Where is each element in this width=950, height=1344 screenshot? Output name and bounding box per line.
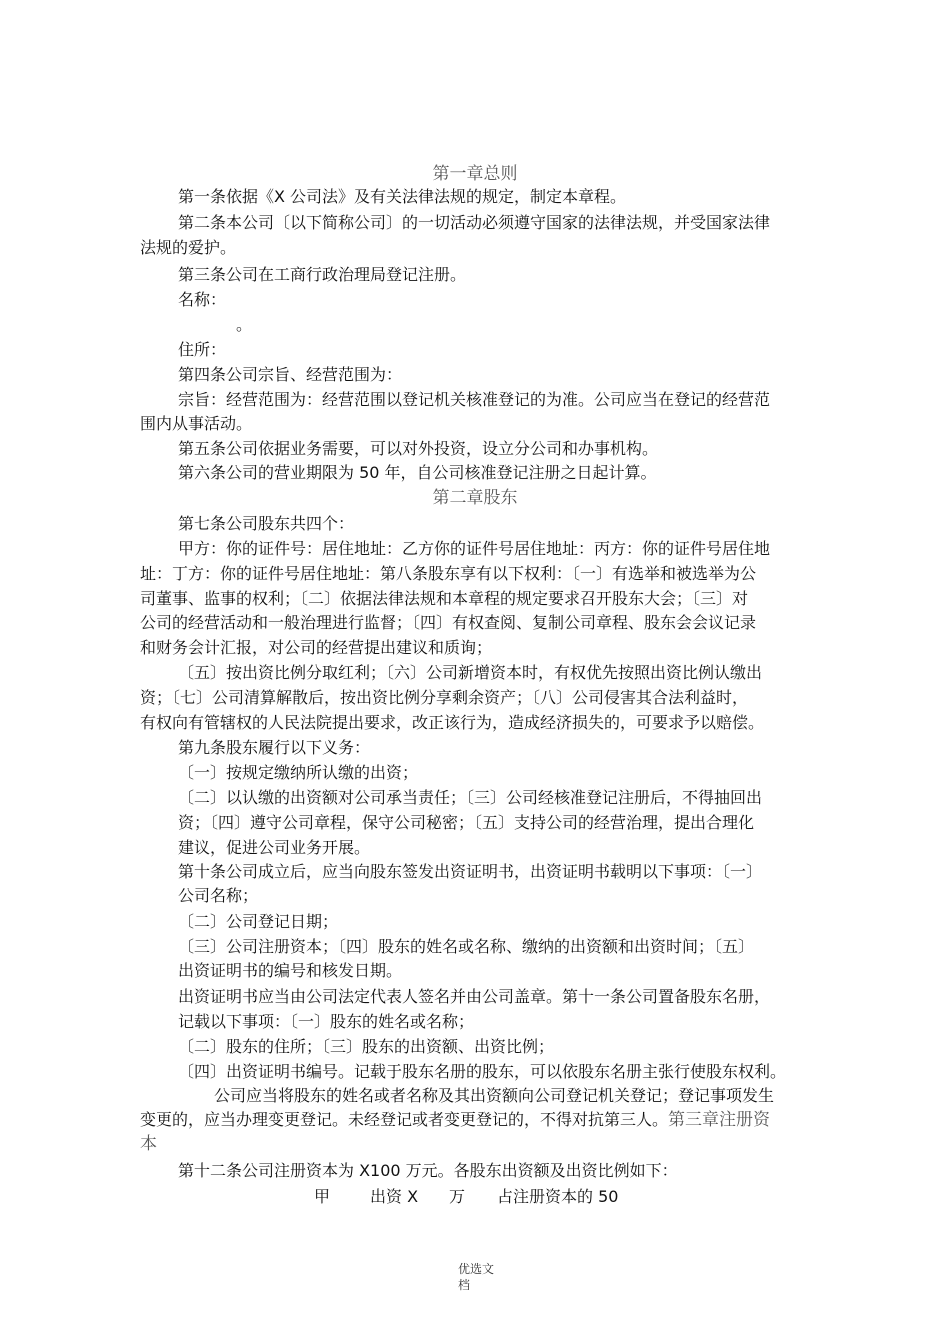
article-11-line-6	[140, 1109, 770, 1131]
article-9: 第九条股东履行以下义务：	[178, 738, 371, 757]
article-4-scope-line-1: 宗旨：经营范围为：经营范围以登记机关核准登记的为准。公司应当在登记的经营范	[178, 390, 771, 409]
article-1: 第一条依据《X 公司法》及有关法律法规的规定，制定本章程。	[178, 187, 627, 206]
chapter-3-title-part-2: 本	[140, 1134, 157, 1154]
article-5: 第五条公司依据业务需要，可以对外投资，设立分公司和办事机构。	[178, 439, 659, 458]
rights-line-3: 有权向有管辖权的人民法院提出要求，改正该行为，造成经济损失的，可要求予以赔偿。	[140, 713, 765, 732]
article-7: 第七条公司股东共四个：	[178, 514, 355, 533]
name-value-period: 。	[236, 315, 253, 334]
article-10-line-4: 〔三〕公司注册资本；〔四〕股东的姓名或名称、缴纳的出资额和出资时间；〔五〕	[178, 937, 755, 956]
shareholders-line-4: 公司的经营活动和一般治理进行监督；〔四〕有权查阅、复制公司章程、股东会会议记录	[140, 613, 757, 632]
chapter-1-title: 第一章总则	[432, 164, 518, 184]
capital-row-ratio: 占注册资本的 50	[497, 1187, 619, 1206]
obligation-2-line-3: 建议，促进公司业务开展。	[178, 838, 371, 857]
article-2-line-2: 法规的爱护。	[140, 238, 237, 257]
article-10-line-5: 出资证明书的编号和核发日期。	[178, 961, 403, 980]
chapter-3-title-part-1: 第三章注册资	[668, 1110, 771, 1130]
article-2-line-1: 第二条本公司〔以下简称公司〕的一切活动必须遵守国家的法律法规，并受国家法律	[178, 213, 771, 232]
capital-row-unit: 万	[449, 1187, 466, 1206]
capital-row-party: 甲	[314, 1187, 331, 1206]
article-10-line-1: 第十条公司成立后，应当向股东签发出资证明书，出资证明书载明以下事项：〔一〕	[178, 862, 763, 881]
article-11-line-4: 〔四〕出资证明书编号。记载于股东名册的股东，可以依股东名册主张行使股东权利。	[178, 1062, 787, 1081]
article-12: 第十二条公司注册资本为 X100 万元。各股东出资额及出资比例如下：	[178, 1161, 678, 1180]
rights-line-1: 〔五〕按出资比例分取红利；〔六〕公司新增资本时，有权优先按照出资比例认缴出	[178, 663, 763, 682]
shareholders-line-2: 址：丁方：你的证件号居住地址：第八条股东享有以下权利：〔一〕有选举和被选举为公	[140, 564, 757, 583]
article-11-line-5: 公司应当将股东的姓名或者名称及其出资额向公司登记机关登记；登记事项发生	[214, 1086, 775, 1105]
shareholders-line-5: 和财务会计汇报，对公司的经营提出建议和质询；	[140, 638, 493, 657]
article-10-line-2: 公司名称；	[178, 886, 259, 905]
obligation-2-line-2: 资；〔四〕遵守公司章程，保守公司秘密；〔五〕支持公司的经营治理，提出合理化	[178, 813, 755, 832]
capital-row-contribution: 出资 X	[370, 1187, 419, 1206]
address-label: 住所：	[178, 340, 227, 359]
article-4-scope-line-2: 围内从事活动。	[140, 414, 253, 433]
shareholders-line-3: 司董事、监事的权利；〔二〕依据法律法规和本章程的规定要求召开股东大会；〔三〕对	[140, 589, 749, 608]
chapter-2-title: 第二章股东	[432, 488, 518, 508]
footer-line-2: 档	[458, 1278, 471, 1292]
article-3: 第三条公司在工商行政治理局登记注册。	[178, 265, 467, 284]
shareholders-line-1: 甲方：你的证件号：居住地址：乙方你的证件号居住地址：丙方：你的证件号居住地	[178, 539, 771, 558]
article-11-line-1: 出资证明书应当由公司法定代表人签名并由公司盖章。第十一条公司置备股东名册，	[178, 987, 771, 1006]
article-11-line-6-text: 变更的，应当办理变更登记。未经登记或者变更登记的，不得对抗第三人。	[140, 1110, 669, 1129]
article-11-line-3: 〔二〕股东的住所；〔三〕股东的出资额、出资比例；	[178, 1037, 555, 1056]
article-6: 第六条公司的营业期限为 50 年，自公司核准登记注册之日起计算。	[178, 463, 657, 482]
article-4: 第四条公司宗旨、经营范围为：	[178, 365, 403, 384]
rights-line-2: 资；〔七〕公司清算解散后，按出资比例分享剩余资产；〔八〕公司侵害其合法利益时，	[140, 688, 749, 707]
obligation-1: 〔一〕按规定缴纳所认缴的出资；	[178, 763, 419, 782]
name-label: 名称：	[178, 290, 227, 309]
article-11-line-2: 记载以下事项：〔一〕股东的姓名或名称；	[178, 1012, 475, 1031]
article-10-line-3: 〔二〕公司登记日期；	[178, 912, 339, 931]
obligation-2-line-1: 〔二〕以认缴的出资额对公司承当责任；〔三〕公司经核准登记注册后，不得抽回出	[178, 788, 763, 807]
footer-line-1: 优选文	[458, 1262, 495, 1276]
